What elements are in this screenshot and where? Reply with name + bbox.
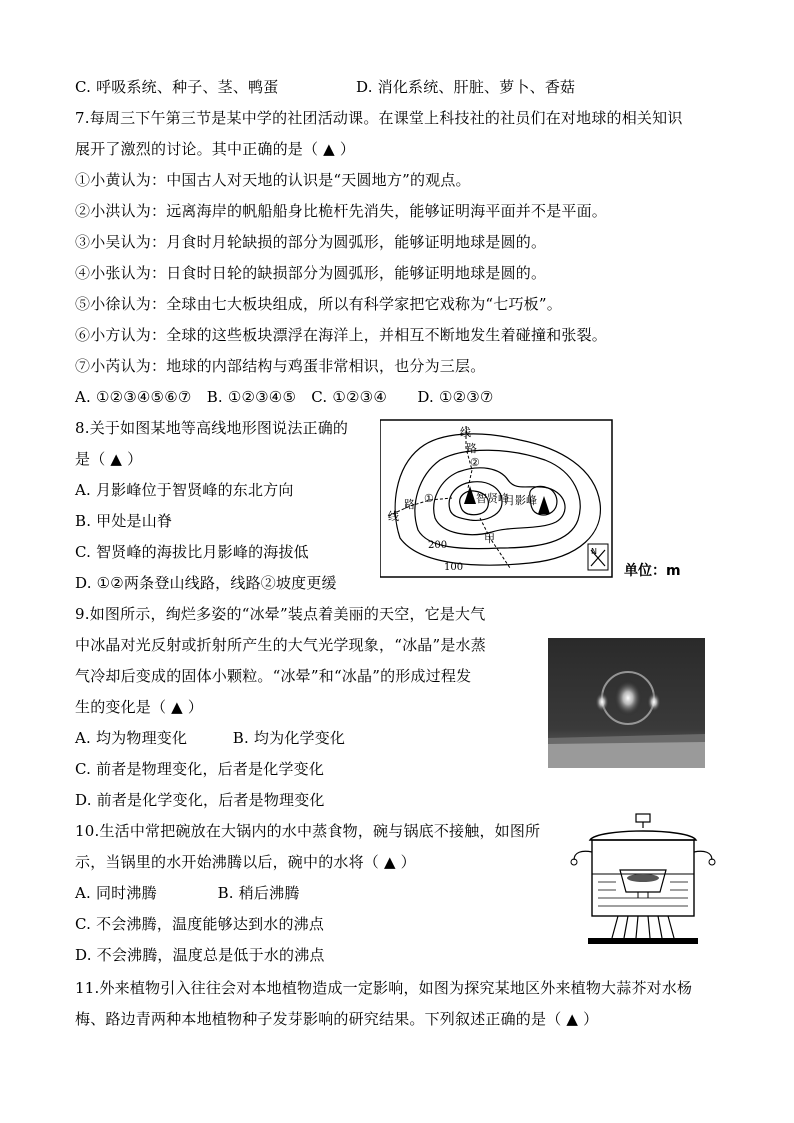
q6-option-c: C. 呼吸系统、种子、茎、鸭蛋	[75, 78, 279, 96]
map-label-lu-top: 路	[466, 442, 477, 455]
q9-stem-3: 气冷却后变成的固体小颗粒。“冰晕”和“冰晶”的形成过程发	[75, 667, 472, 685]
q7-statement-2: ②小洪认为：远离海岸的帆船船身比桅杆先消失，能够证明海平面并不是平面。	[75, 202, 608, 220]
q11-stem-2: 梅、路边青两种本地植物种子发芽影响的研究结果。下列叙述正确的是（ ▲ ）	[75, 1010, 599, 1028]
q9-stem-4: 生的变化是（ ▲ ）	[75, 698, 204, 716]
q7-options: A. ①②③④⑤⑥⑦ B. ①②③④⑤ C. ①②③④ D. ①②③⑦	[75, 388, 494, 406]
ice-halo-photo	[548, 638, 705, 768]
q9-stem-2: 中冰晶对光反射或折射所产生的大气光学现象，“冰晶”是水蒸	[75, 636, 486, 654]
q7-statement-7: ⑦小芮认为：地球的内部结构与鸡蛋非常相识，也分为三层。	[75, 357, 486, 375]
q7-statement-3: ③小吴认为：月食时月轮缺损的部分为圆弧形，能够证明地球是圆的。	[75, 233, 547, 251]
map-label-peak-yueying: 月影峰	[504, 494, 537, 507]
q9-option-d: D. 前者是化学变化，后者是物理变化	[75, 791, 325, 809]
q8-option-b: B. 甲处是山脊	[75, 512, 173, 530]
q7-statement-1: ①小黄认为：中国古人对天地的认识是“天圆地方”的观点。	[75, 171, 471, 189]
map-label-north: N	[591, 547, 597, 556]
q6-option-d: D. 消化系统、肝脏、萝卜、香菇	[356, 78, 576, 96]
map-label-xian-left: 线	[388, 510, 399, 523]
q7-statement-5: ⑤小徐认为：全球由七大板块组成，所以有科学家把它戏称为“七巧板”。	[75, 295, 562, 313]
contour-map-figure	[380, 418, 615, 580]
q7-stem-cont: 展开了激烈的讨论。其中正确的是（ ▲ ）	[75, 140, 356, 158]
q8-option-a: A. 月影峰位于智贤峰的东北方向	[75, 481, 294, 499]
q10-stem-1: 10.生活中常把碗放在大锅内的水中蒸食物，碗与锅底不接触，如图所	[75, 822, 541, 840]
q10-option-ab: A. 同时沸腾 B. 稍后沸腾	[75, 884, 300, 902]
steamer-pot-figure	[568, 812, 718, 947]
q10-option-c: C. 不会沸腾，温度能够达到水的沸点	[75, 915, 325, 933]
q10-stem-2: 示，当锅里的水开始沸腾以后，碗中的水将（ ▲ ）	[75, 853, 416, 871]
map-label-peak-zhixian: 智贤峰	[476, 492, 509, 505]
q9-stem-1: 9.如图所示，绚烂多姿的“冰晕”装点着美丽的天空，它是大气	[75, 605, 486, 623]
map-label-jia: 甲	[484, 532, 495, 545]
q8-option-c: C. 智贤峰的海拔比月影峰的海拔低	[75, 543, 309, 561]
q8-stem-cont: 是（ ▲ ）	[75, 450, 143, 468]
q7-stem: 7.每周三下午第三节是某中学的社团活动课。在课堂上科技社的社员们在对地球的相关知识	[75, 109, 683, 127]
map-label-lu-left: 路	[404, 498, 415, 511]
map-label-route-2: ②	[470, 456, 480, 469]
map-label-200: 200	[428, 540, 448, 551]
q7-statement-6: ⑥小方认为：全球的这些板块漂浮在海洋上，并相互不断地发生着碰撞和张裂。	[75, 326, 608, 344]
q8-option-d: D. ①②两条登山线路，线路②坡度更缓	[75, 574, 337, 592]
q11-stem-1: 11.外来植物引入往往会对本地植物造成一定影响，如图为探究某地区外来植物大蒜芥对水杨	[75, 979, 693, 997]
map-unit-label: 单位：m	[624, 563, 681, 579]
map-label-xian-top: 线	[460, 426, 471, 439]
map-label-route-1: ①	[424, 492, 434, 505]
q8-stem: 8.关于如图某地等高线地形图说法正确的	[75, 419, 349, 437]
q9-option-ab: A. 均为物理变化 B. 均为化学变化	[75, 729, 346, 747]
q9-option-c: C. 前者是物理变化，后者是化学变化	[75, 760, 325, 778]
q10-option-d: D. 不会沸腾，温度总是低于水的沸点	[75, 946, 325, 964]
q7-statement-4: ④小张认为：日食时日轮的缺损部分为圆弧形，能够证明地球是圆的。	[75, 264, 547, 282]
map-label-100: 100	[444, 562, 464, 573]
